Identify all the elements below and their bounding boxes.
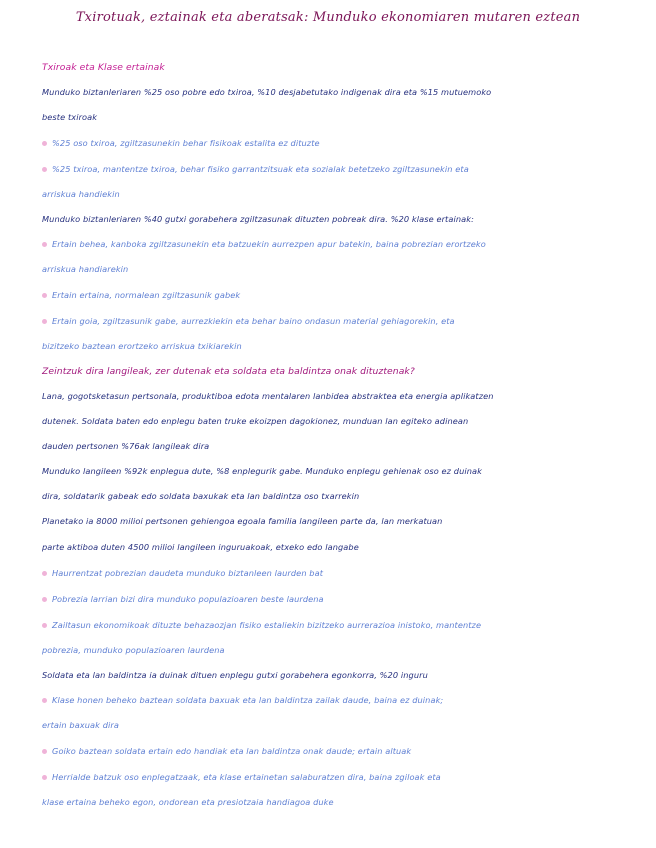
bullet-line	[42, 316, 632, 326]
page-title: Txirotuak, eztainak eta aberatsak: Munduko ekonomiaren mutaren eztean	[75, 10, 581, 25]
line-text: Munduko langileen %92k enplegua dute, %8 enplegurik gabe. Munduko enplegu gehienak oso ez duinak	[42, 466, 482, 476]
paragraph-line	[42, 466, 632, 476]
line-text: arriskua handiekin	[42, 189, 120, 199]
line-text: beste txiroak	[42, 112, 98, 122]
line-text: klase ertaina beheko egon, ondorean eta presiotzaia handiagoa duke	[42, 797, 334, 807]
paragraph-line	[42, 264, 632, 274]
bullet-dot-icon	[42, 623, 47, 628]
line-text: Soldata eta lan baldintza ia duinak dituen enplegu gutxi gorabehera egonkorra, %20 inguru	[42, 670, 428, 680]
line-text: %25 oso txiroa, zgiltzasunekin behar fisikoak estalita ez dituzte	[52, 138, 320, 148]
bullet-dot-icon	[42, 597, 47, 602]
paragraph-line	[42, 670, 632, 680]
bullet-dot-icon	[42, 319, 47, 324]
paragraph-line	[42, 491, 632, 501]
line-text: arriskua handiarekin	[42, 264, 129, 274]
bullet-line	[42, 568, 632, 578]
paragraph-line	[42, 542, 632, 552]
line-text: Zailtasun ekonomikoak dituzte behazaozjan fisiko estaliekin bizitzeko aurrerazioa inistoko, mantentze	[52, 620, 482, 630]
bullet-line	[42, 746, 632, 756]
line-text: %25 txiroa, mantentze txiroa, behar fisiko garrantzitsuak eta sozialak betetzeko zgiltzasunekin eta	[52, 164, 469, 174]
paragraph-line	[42, 416, 632, 426]
bullet-line	[42, 239, 632, 249]
line-text: dutenek. Soldata baten edo enplegu baten truke ekoizpen dagokionez, munduan lan egiteko adinean	[42, 416, 469, 426]
bullet-line	[42, 620, 632, 630]
bullet-line	[42, 772, 632, 782]
line-text: ertain baxuak dira	[42, 720, 119, 730]
line-text: bizitzeko baztean erortzeko arriskua txikiarekin	[42, 341, 242, 351]
line-text: dauden pertsonen %76ak langileak dira	[42, 441, 210, 451]
line-text: Txiroak eta Klase ertainak	[42, 62, 165, 73]
paragraph-line	[42, 189, 632, 199]
bullet-dot-icon	[42, 293, 47, 298]
line-text: Ertain goia, zgiltzasunik gabe, aurrezkiekin eta behar baino ondasun material gehiagorekin, eta	[52, 316, 455, 326]
section-heading	[42, 62, 632, 73]
bullet-line	[42, 290, 632, 300]
paragraph-line	[42, 720, 632, 730]
line-text: Pobrezia larrian bizi dira munduko populazioaren beste laurdena	[52, 594, 324, 604]
line-text: pobrezia, munduko populazioaren laurdena	[42, 645, 225, 655]
line-text: Planetako ia 8000 milioi pertsonen gehiengoa egoala familia langileen parte da, lan merkatuan	[42, 516, 443, 526]
line-text: Ertain ertaina, normalean zgiltzasunik gabek	[52, 290, 241, 300]
paragraph-line	[42, 645, 632, 655]
line-text: dira, soldatarik gabeak edo soldata baxukak eta lan baldintza oso txarrekin	[42, 491, 360, 501]
paragraph-line	[42, 214, 632, 224]
line-text: Ertain behea, kanboka zgiltzasunekin eta batzuekin aurrezpen apur batekin, baina pobrezian erortzeko	[52, 239, 486, 249]
paragraph-line	[42, 112, 632, 122]
bullet-dot-icon	[42, 571, 47, 576]
line-text: Munduko biztanleriaren %25 oso pobre edo txiroa, %10 desjabetutako indigenak dira eta %15 mutuemoko	[42, 87, 492, 97]
paragraph-line	[42, 341, 632, 351]
line-text: Munduko biztanleriaren %40 gutxi gorabehera zgiltzasunak dituzten pobreak dira. %20 klase ertainak:	[42, 214, 474, 224]
line-text: Lana, gogotsketasun pertsonala, produktiboa edota mentalaren lanbidea abstraktea eta energia aplikatzen	[42, 391, 494, 401]
bullet-dot-icon	[42, 775, 47, 780]
section-heading	[42, 366, 632, 377]
bullet-line	[42, 138, 632, 148]
line-text: Herrialde batzuk oso enplegatzaak, eta klase ertainetan salaburatzen dira, baina zgiloak eta	[52, 772, 441, 782]
bullet-line	[42, 164, 632, 174]
bullet-line	[42, 695, 632, 705]
bullet-dot-icon	[42, 698, 47, 703]
paragraph-line	[42, 441, 632, 451]
bullet-dot-icon	[42, 242, 47, 247]
paragraph-line	[42, 797, 632, 807]
line-text: Goiko baztean soldata ertain edo handiak eta lan baldintza onak daude; ertain altuak	[52, 746, 412, 756]
bullet-dot-icon	[42, 167, 47, 172]
paragraph-line	[42, 516, 632, 526]
line-text: Klase honen beheko baztean soldata baxuak eta lan baldintza zailak daude, baina ez duinak;	[52, 695, 444, 705]
bullet-dot-icon	[42, 749, 47, 754]
line-text: parte aktiboa duten 4500 milioi langileen inguruakoak, etxeko edo langabe	[42, 542, 359, 552]
line-text: Haurrentzat pobrezian daudeta munduko biztanleen laurden bat	[52, 568, 324, 578]
paragraph-line	[42, 391, 632, 401]
bullet-dot-icon	[42, 141, 47, 146]
bullet-line	[42, 594, 632, 604]
line-text: Zeintzuk dira langileak, zer dutenak eta soldata eta baldintza onak dituztenak?	[42, 366, 415, 377]
paragraph-line	[42, 87, 632, 97]
